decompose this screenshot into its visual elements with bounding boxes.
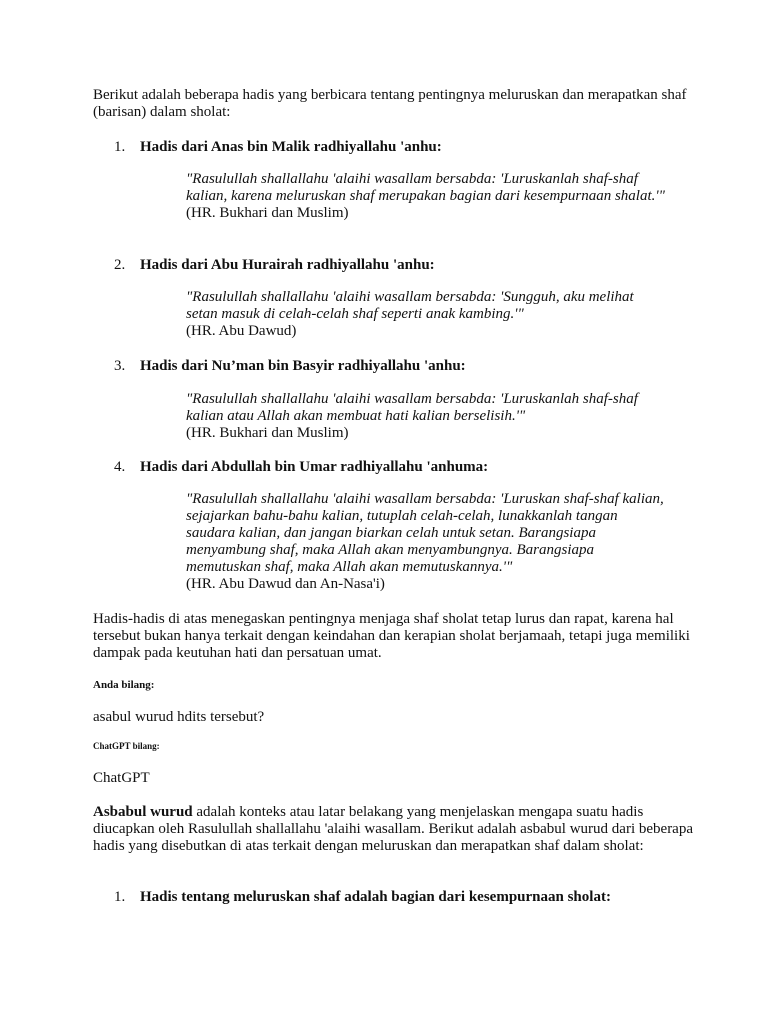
list-number: 2. [114, 257, 126, 273]
assistant-name: ChatGPT [93, 770, 150, 786]
user-label: Anda bilang: [93, 679, 155, 691]
answer-list-title: Hadis tentang meluruskan shaf adalah bagian dari kesempurnaan sholat: [140, 889, 611, 905]
list-number: 3. [114, 358, 126, 374]
answer-term: Asbabul wurud [93, 804, 193, 820]
user-message: asabul wurud hdits tersebut? [93, 709, 265, 725]
hadith-quote-block-2 [186, 289, 666, 340]
hadith-heading-1 [114, 139, 442, 156]
hadith-quote-block-1 [186, 171, 666, 222]
hadith-source: (HR. Abu Dawud) [186, 323, 297, 339]
hadith-source: (HR. Bukhari dan Muslim) [186, 205, 349, 221]
hadith-quote-text: "Rasulullah shallallahu 'alaihi wasallam bersabda: 'Luruskanlah shaf-shaf kalian, karena meluruskan shaf merupakan bagian dari kesempurnaan shalat.'" [186, 171, 665, 204]
assistant-label: ChatGPT bilang: [93, 741, 160, 751]
hadith-source: (HR. Abu Dawud dan An-Nasa'i) [186, 576, 385, 592]
hadith-source: (HR. Bukhari dan Muslim) [186, 425, 349, 441]
hadith-heading-2 [114, 257, 435, 274]
answer-list-item-1 [114, 889, 611, 906]
conclusion-paragraph: Hadis-hadis di atas menegaskan pentingnya menjaga shaf sholat tetap lurus dan rapat, karena hal tersebut bukan hanya terkait dengan keindahan dan kerapian sholat berjamaah, tetapi juga memiliki dampak pada keutuhan hati dan persatuan umat. [93, 611, 690, 661]
hadith-title: Hadis dari Anas bin Malik radhiyallahu 'anhu: [140, 139, 442, 155]
hadith-heading-4 [114, 459, 488, 476]
hadith-quote-text: "Rasulullah shallallahu 'alaihi wasallam bersabda: 'Luruskanlah shaf-shaf kalian atau Allah akan membuat hati kalian berselisih.'" [186, 391, 638, 424]
answer-paragraph [93, 804, 693, 855]
hadith-quote-text: "Rasulullah shallallahu 'alaihi wasallam bersabda: 'Luruskan shaf-shaf kalian, sejajarkan bahu-bahu kalian, tutuplah celah-celah, lunakkanlah tangan saudara kalian, dan jangan biarkan celah untuk setan. Barangsiapa menyambung shaf, maka Allah akan menyambungnya. Barangsiapa memutuskan shaf, maka Allah akan memutuskannya.'" [186, 491, 664, 575]
list-number: 4. [114, 459, 126, 475]
hadith-quote-text: "Rasulullah shallallahu 'alaihi wasallam bersabda: 'Sungguh, aku melihat setan masuk di celah-celah shaf seperti anak kambing.'" [186, 289, 634, 322]
hadith-title: Hadis dari Abdullah bin Umar radhiyallahu 'anhuma: [140, 459, 489, 475]
hadith-quote-block-4 [186, 491, 666, 593]
hadith-heading-3 [114, 358, 466, 375]
hadith-title: Hadis dari Abu Hurairah radhiyallahu 'anhu: [140, 257, 435, 273]
hadith-title: Hadis dari Nu’man bin Basyir radhiyallahu 'anhu: [140, 358, 466, 374]
list-number: 1. [114, 139, 126, 155]
hadith-quote-block-3 [186, 391, 666, 442]
intro-paragraph: Berikut adalah beberapa hadis yang berbicara tentang pentingnya meluruskan dan merapatkan shaf (barisan) dalam sholat: [93, 87, 687, 120]
list-number: 1. [114, 889, 126, 905]
answer-text: adalah konteks atau latar belakang yang menjelaskan mengapa suatu hadis diucapkan oleh Rasulullah shallallahu 'alaihi wasallam. Berikut adalah asbabul wurud dari beberapa hadis yang disebutkan di atas terkait dengan meluruskan dan merapatkan shaf dalam sholat: [93, 804, 693, 854]
